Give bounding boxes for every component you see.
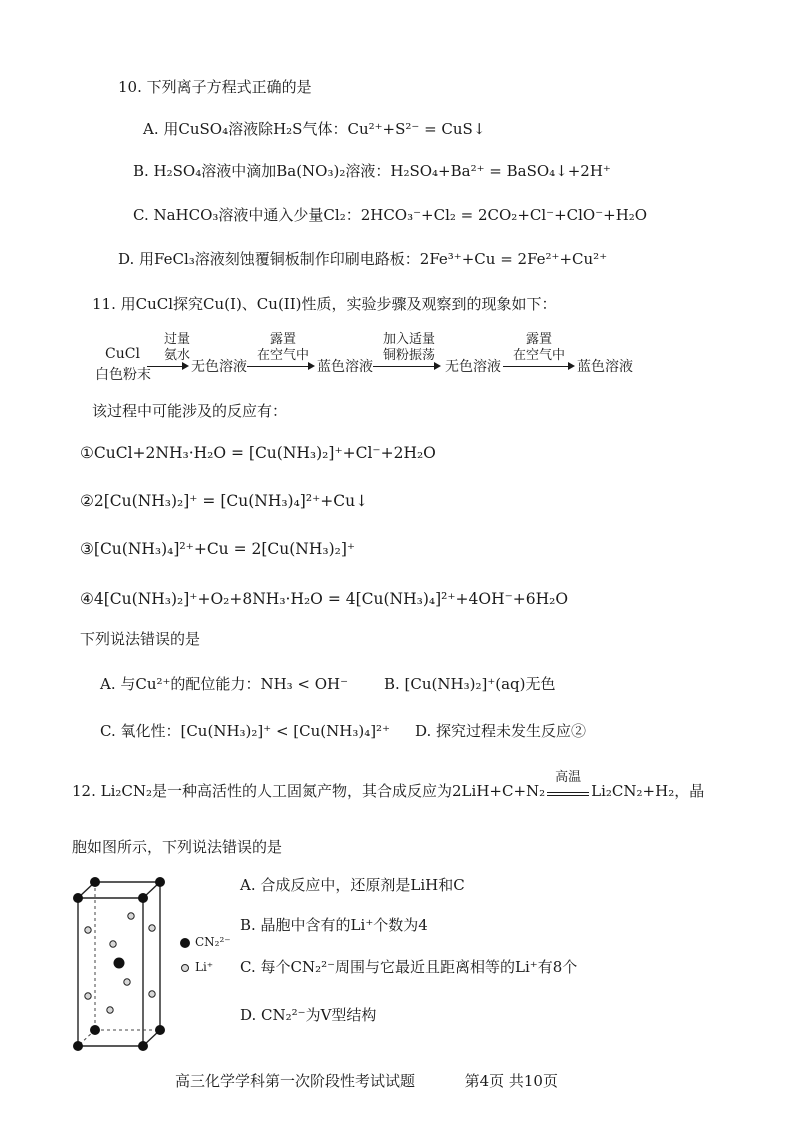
legend-li-marker [179,962,191,974]
li-ion [149,991,155,997]
legend-cn2-label: CN₂²⁻ [195,935,231,949]
flow-step2-bottom: 在空气中 [256,348,309,363]
reaction-condition [547,770,589,796]
page-footer [175,1070,558,1091]
q11-option-c: C. 氧化性：[Cu(NH₃)₂]⁺ < [Cu(NH₃)₄]²⁺ [100,722,390,740]
q12-stem-line2: 胞如图所示，下列说法错误的是 [72,838,283,856]
q11-option-a: A. 与Cu²⁺的配位能力：NH₃ < OH⁻ [100,675,349,693]
flow-arrow-3 [373,366,439,367]
q11-lead: 该过程中可能涉及的反应有： [92,402,288,420]
flow-arrow-2 [247,366,313,367]
flow-result2: 蓝色溶液 [317,359,373,375]
flow-step4-top: 露置 [525,332,552,347]
flow-step2-top: 露置 [269,332,296,347]
q11-stem: 11. 用CuCl探究Cu(I)、Cu(II)性质，实验步骤及观察到的现象如下： [92,295,557,313]
li-ion [110,941,116,947]
legend-cn2-marker [178,936,192,950]
flow-arrow-1 [147,366,187,367]
q10-option-c: C. NaHCO₃溶液中通入少量Cl₂：2HCO₃⁻+Cl₂ = 2CO₂+Cl⁻+ClO⁻+H₂O [133,206,648,224]
flow-step3-top: 加入适量 [382,332,435,347]
q12-option-b: B. 晶胞中含有的Li⁺个数为4 [240,916,428,934]
q12-stem-part1: 12. Li₂CN₂是一种高活性的人工固氮产物，其合成反应为2LiH+C+N₂ [72,782,546,800]
q10-option-b: B. H₂SO₄溶液中滴加Ba(NO₃)₂溶液：H₂SO₄+Ba²⁺ = BaSO₄↓+2H⁺ [133,162,611,180]
q11-reaction-2: ②2[Cu(NH₃)₂]⁺ = [Cu(NH₃)₄]²⁺+Cu↓ [80,492,369,510]
condition-label: 高温 [555,770,582,785]
flow-step4-bottom: 在空气中 [512,348,565,363]
cn2-ion [73,893,83,903]
legend-li-label: Li⁺ [195,960,214,974]
li-ion [128,913,134,919]
q10-option-a: A. 用CuSO₄溶液除H₂S气体：Cu²⁺+S²⁻ = CuS↓ [143,120,486,138]
cn2-ion [138,1041,148,1051]
q10-option-d: D. 用FeCl₃溶液刻蚀覆铜板制作印刷电路板：2Fe³⁺+Cu = 2Fe²⁺+Cu²⁺ [118,250,608,268]
flow-result4: 蓝色溶液 [577,359,633,375]
double-bar [547,792,589,796]
crystal-cell-diagram [70,870,180,1060]
q12-option-c: C. 每个CN₂²⁻周围与它最近且距离相等的Li⁺有8个 [240,958,578,976]
li-ion [85,993,91,999]
q12-stem-part2: Li₂CN₂+H₂，晶 [591,782,705,800]
cn2-ion [114,958,125,969]
flow-step3-bottom: 铜粉振荡 [382,348,435,363]
q11-option-b: B. [Cu(NH₃)₂]⁺(aq)无色 [384,675,556,693]
flow-result3: 无色溶液 [445,359,501,375]
q11-reaction-1: ①CuCl+2NH₃·H₂O = [Cu(NH₃)₂]⁺+Cl⁻+2H₂O [80,444,436,462]
li-ion [124,979,130,985]
cn2-ion [73,1041,83,1051]
flow-step1-bottom: 氨水 [163,348,190,363]
cn2-ion [155,1025,165,1035]
cn2-ion [90,877,100,887]
flow-step1-top: 过量 [163,332,190,347]
cn2-ion [138,893,148,903]
q11-reaction-3: ③[Cu(NH₃)₄]²⁺+Cu = 2[Cu(NH₃)₂]⁺ [80,540,356,558]
cn2-ion [155,877,165,887]
q10-stem: 10. 下列离子方程式正确的是 [118,78,312,96]
q11-option-d: D. 探究过程未发生反应② [415,722,587,740]
q12-option-a: A. 合成反应中，还原剂是LiH和C [240,876,465,894]
flow-start-bottom: 白色粉末 [95,367,151,383]
q11-reaction-4: ④4[Cu(NH₃)₂]⁺+O₂+8NH₃·H₂O = 4[Cu(NH₃)₄]²⁺+4OH⁻+6H₂O [80,590,569,608]
li-ion [107,1007,113,1013]
q12-option-d: D. CN₂²⁻为V型结构 [240,1006,377,1024]
li-ion [149,925,155,931]
flow-result1: 无色溶液 [191,359,247,375]
q11-flow-diagram [95,326,655,388]
flow-arrow-4 [503,366,573,367]
footer-title: 高三化学学科第一次阶段性考试试题 [175,1072,416,1090]
li-ion [85,927,91,933]
q12-stem-line1 [72,770,705,800]
footer-page-number: 第4页 共10页 [464,1072,558,1090]
q11-ask: 下列说法错误的是 [80,630,201,648]
flow-start-top: CuCl [105,346,140,362]
cn2-ion [90,1025,100,1035]
